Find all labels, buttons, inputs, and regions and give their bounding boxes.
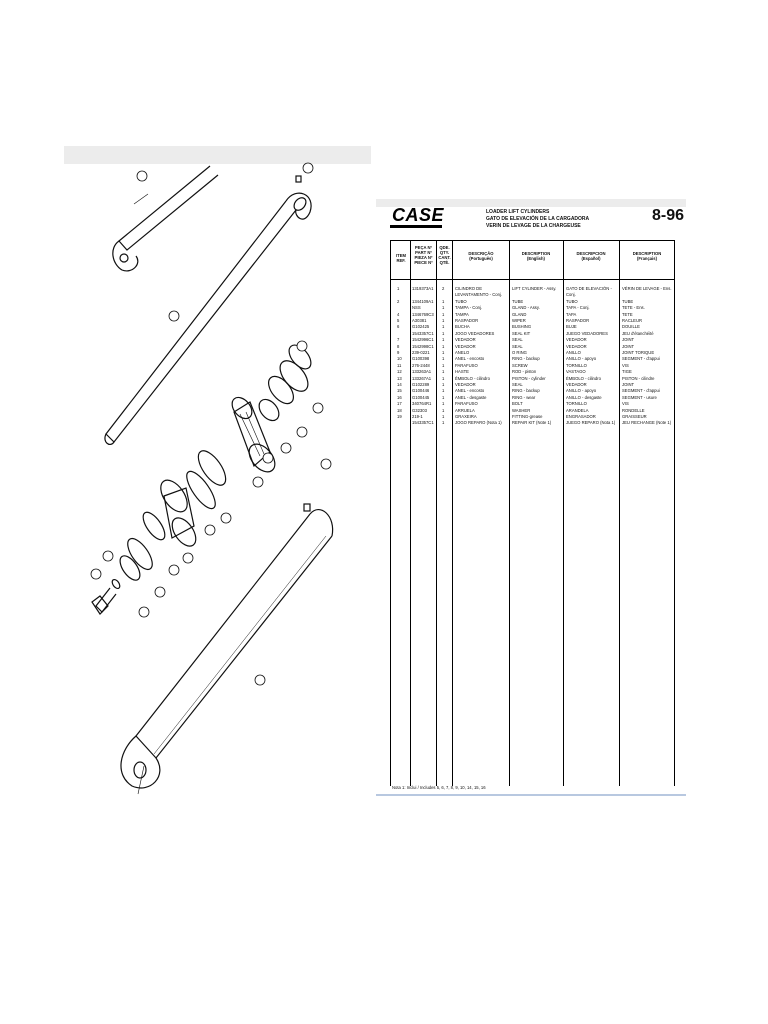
exploded-diagram (64, 146, 371, 796)
cell-part: G102425 (412, 324, 430, 330)
cell-part: 276-2448 (412, 362, 430, 368)
cell-part: 1346769C3 (412, 311, 434, 317)
cell-fr: TETE - Ens. (622, 305, 645, 311)
cell-pt: JOGO VEDADORES (455, 330, 495, 336)
cell-qty: 1 (442, 356, 445, 362)
cell-pt: VEDADOR (455, 337, 476, 343)
cell-item: 15 (397, 388, 402, 394)
cell-part: 219-1 (412, 414, 423, 419)
header-fr: DESCRIPTION (Français) (632, 251, 662, 261)
cell-qty: 1 (442, 330, 445, 336)
callout-14 (297, 427, 307, 437)
parts-table (390, 240, 675, 786)
cell-item: 5 (397, 318, 400, 323)
cell-part: 1543357C1 (412, 330, 434, 336)
cell-es: ANILLO - apoyo (566, 356, 597, 362)
parts-list-sheet (376, 199, 686, 796)
cell-es: VEDADOR (566, 337, 587, 343)
cell-pt: JOGO REPARO (Nota 1) (455, 420, 502, 426)
cell-en: FITTING-grease (512, 414, 543, 419)
cell-es: Conj. (566, 292, 576, 298)
table-row (391, 420, 674, 427)
cell-fr: JOINT TORIQUE (622, 350, 655, 355)
cell-es: VEDADOR (566, 343, 587, 349)
lift-cylinder-drawing (64, 146, 371, 796)
cell-pt: HASTE (455, 369, 469, 375)
cell-part: G100398 (412, 356, 430, 362)
cell-qty: 1 (442, 382, 445, 387)
cell-item: 12 (397, 369, 402, 375)
cell-es: JUEGO VEDADORES (566, 330, 608, 336)
callout-10b (221, 513, 231, 523)
cell-fr: VIS (622, 362, 629, 368)
cell-es: RASPADOR (566, 318, 590, 323)
cell-item: 10 (397, 356, 402, 362)
logo-underline (390, 225, 442, 228)
cell-en: SEAL KIT (512, 330, 531, 336)
cell-fr: JOINT (622, 382, 635, 387)
cell-en: O RING (512, 350, 527, 355)
cell-qty: 1 (442, 362, 445, 368)
cell-part: 239-0221 (412, 350, 430, 355)
cell-qty: 1 (442, 401, 445, 407)
cell-pt: PARAFUSO (455, 362, 478, 368)
cell-fr: JOINT (622, 337, 635, 343)
footnote: Nota 1: Inclui / Includes 5, 6, 7, 8, 9, 10, 14, 15, 16 (392, 785, 486, 790)
cell-en: LIFT CYLINDER - Assy. (512, 286, 557, 291)
cell-es: TAPA - Conj. (566, 305, 590, 311)
cell-part: G32303 (412, 407, 427, 413)
cell-qty: 1 (442, 414, 445, 419)
cell-fr: VÉRIN DE LEVAGE - Ens. (622, 286, 672, 291)
cell-es: ARANDELA (566, 407, 589, 413)
callout-16b (139, 607, 149, 617)
header-part: PEÇA Nº PART Nº PIEZA Nº PIECE Nº (414, 245, 433, 265)
cell-part: 340764R1 (412, 401, 432, 407)
cell-qty: 1 (442, 343, 445, 349)
cell-part: 1542996C1 (412, 337, 434, 343)
cell-en: PISTON - cylinder (512, 375, 546, 381)
cell-qty: 1 (442, 388, 445, 394)
cell-qty: 1 (442, 318, 445, 323)
cell-fr: PISTON - cilindre (622, 375, 655, 381)
cell-fr: JOINT (622, 343, 635, 349)
cell-part: A30381 (412, 318, 427, 323)
cell-en: GLAND (512, 311, 527, 317)
callout-14b (155, 587, 165, 597)
cell-en: WASHER (512, 407, 531, 413)
bottom-rule (376, 794, 686, 796)
cell-pt: CILINDRO DE (455, 286, 482, 291)
cell-pt: VEDADOR (455, 382, 476, 387)
cell-pt: BUCHA (455, 324, 470, 330)
callout-6 (253, 477, 263, 487)
cell-qty: 1 (442, 369, 445, 375)
cell-qty: 1 (442, 324, 445, 330)
cell-part: 133267A1 (412, 375, 432, 381)
cell-pt: TAMPA (455, 311, 469, 317)
cell-pt: ARRUELA (455, 407, 475, 413)
cell-pt: GRAXEIRA (455, 414, 477, 419)
cell-en: WIPER (512, 318, 526, 323)
callout-15 (313, 403, 323, 413)
page-number: 8-96 (652, 207, 685, 224)
cell-es: VEDADOR (566, 382, 587, 387)
title-fr: VERIN DE LEVAGE DE LA CHARGEUSE (486, 223, 581, 229)
cell-pt: PARAFUSO (455, 401, 478, 407)
cell-part: G102289 (412, 382, 430, 387)
cell-item: 19 (397, 414, 402, 419)
cell-en: TUBE (512, 298, 524, 304)
header-es: DESCRIPCION (Español) (576, 251, 606, 261)
cell-qty: 1 (442, 420, 445, 426)
cell-fr: TETE (622, 311, 633, 317)
cell-es: ANILLO - apoyo (566, 388, 597, 394)
cell-item: 18 (397, 407, 402, 413)
cell-pt: VEDADOR (455, 343, 476, 349)
cell-qty: 1 (442, 337, 445, 343)
cell-en: SEAL (512, 343, 523, 349)
cell-en: ROD - piston (512, 369, 537, 375)
cell-es: ENGRASADOR (566, 414, 596, 419)
cell-fr: RONDELLE (622, 407, 645, 413)
cell-es: ANILLO - desgaste (566, 394, 602, 400)
cell-qty: 1 (442, 407, 445, 413)
header-en: DESCRIPTION (English) (521, 251, 551, 261)
cell-part: NSS (412, 305, 421, 311)
cell-es: TAPA (566, 311, 577, 317)
cell-es: TUBO (566, 298, 578, 304)
cell-en: SCREW (512, 362, 528, 368)
cell-fr: JEU d'étanchéité (622, 330, 654, 336)
cell-fr: TIGE (622, 369, 632, 375)
cell-en: BUSHING (512, 324, 532, 330)
callout-1 (137, 171, 147, 181)
cell-pt: ÊMBOLO - cilindro (455, 375, 490, 381)
cell-en: RING - backup (512, 388, 540, 394)
cell-qty: 1 (442, 350, 445, 355)
cell-item: 9 (397, 350, 400, 355)
cell-part: 1543357C1 (412, 420, 434, 426)
cell-en: SEAL (512, 382, 523, 387)
cell-es: VASTAGO (566, 369, 586, 375)
cell-qty: 1 (442, 394, 445, 400)
callout-19 (303, 163, 313, 173)
cell-es: GATO DE ELEVACIÓN - (566, 286, 612, 291)
cell-en: RING - backup (512, 356, 540, 362)
cell-fr: JEU RECHANGE (Note 1) (622, 420, 672, 426)
case-logo: CASE (392, 205, 445, 225)
sheet-titles (486, 209, 626, 230)
cell-item: 16 (397, 394, 402, 400)
cell-pt: RASPADOR (455, 318, 479, 323)
callout-2 (255, 675, 265, 685)
cell-fr: RACLEUR (622, 318, 643, 323)
cell-en: GLAND - Assy. (512, 305, 540, 311)
cell-fr: VIS (622, 401, 629, 407)
header-item: ITEM REF. (395, 253, 406, 263)
title-en: LOADER LIFT CYLINDERS (486, 209, 550, 215)
cell-es: TORNILLO (566, 401, 587, 407)
cell-fr: SEGMENT - d'appui (622, 388, 660, 394)
cell-fr: TUBE (622, 298, 634, 304)
cell-pt: TUBO (455, 298, 467, 304)
cell-qty: 1 (442, 375, 445, 381)
cell-fr: GRAISSEUR (622, 414, 647, 419)
cell-item: 8 (397, 343, 400, 349)
callout-11 (321, 459, 331, 469)
header-pt: DESCRIÇÃO (Português) (468, 251, 494, 261)
cell-item: 14 (397, 382, 402, 387)
cell-item: 17 (397, 401, 402, 407)
cell-es: JUEGO REPARO (Nota 1) (566, 420, 616, 426)
cell-item: 4 (397, 311, 400, 317)
cell-en: SEAL (512, 337, 523, 343)
cell-item: 1 (397, 286, 400, 291)
callout-10 (281, 443, 291, 453)
cell-part: G100445 (412, 394, 430, 400)
cell-en: RING - wear (512, 394, 536, 400)
callout-16 (297, 341, 307, 351)
cell-qty: 1 (442, 305, 445, 311)
cell-pt: ANELO (455, 350, 470, 355)
cell-fr: SEGMENT - usure (622, 394, 657, 400)
callout-9 (263, 453, 273, 463)
callout-17 (103, 551, 113, 561)
cell-item: 7 (397, 337, 400, 343)
cell-pt: ANEL - encosto (455, 388, 485, 394)
callout-8 (205, 525, 215, 535)
cell-es: TORNILLO (566, 362, 587, 368)
title-es: GATO DE ELEVACIÓN DE LA CARGADORA (486, 216, 590, 222)
callout-12 (169, 311, 179, 321)
cell-en: REPAIR KIT (Note 1) (512, 420, 552, 426)
cell-es: BUJE (566, 324, 577, 330)
callout-13 (183, 553, 193, 563)
cell-part: 1319373A1 (412, 286, 434, 291)
cell-qty: 2 (442, 286, 445, 291)
cell-item: 11 (397, 362, 402, 368)
cell-pt: ANEL - encosto (455, 356, 485, 362)
cell-pt: TAMPA - Conj. (455, 305, 483, 311)
cell-item: 13 (397, 375, 402, 381)
header-qty: QDE. QTY. CANT. QTÉ. (438, 245, 451, 265)
cell-item: 6 (397, 324, 400, 330)
cell-pt: ANEL - desgaste (455, 394, 487, 400)
cell-qty: 1 (442, 311, 445, 317)
cell-item: 2 (397, 298, 400, 304)
cell-es: ÉMBOLO - cilindro (566, 375, 601, 381)
cell-part: 133263A1 (412, 369, 432, 375)
cell-part: 1542998C1 (412, 343, 434, 349)
cell-fr: DOUILLE (622, 324, 640, 330)
callout-15b (169, 565, 179, 575)
cell-part: 1344109A1 (412, 298, 434, 304)
cell-fr: SEGMENT - d'appui (622, 356, 660, 362)
cell-en: BOLT (512, 401, 523, 407)
cell-es: ANILLO (566, 350, 581, 355)
cell-pt: LEVANTAMENTO - Conj. (455, 292, 503, 298)
callout-18 (91, 569, 101, 579)
cell-qty: 1 (442, 298, 445, 304)
cell-part: G100446 (412, 388, 430, 394)
